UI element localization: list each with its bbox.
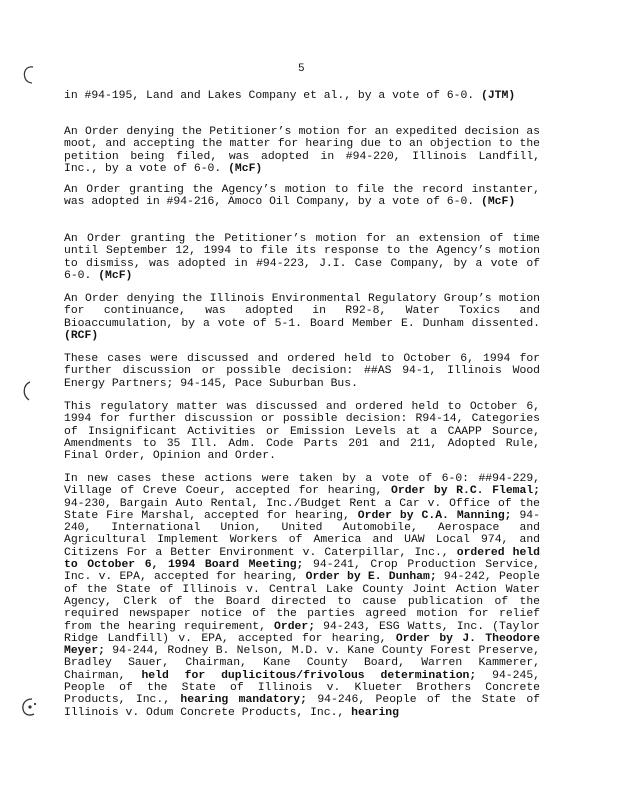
paragraph-new-cases — [64, 473, 540, 719]
paragraph-text: 94-241, Crop Production Service, Inc. v. EPA, accepted for hearing, — [64, 559, 540, 584]
paragraph-cases-held — [64, 353, 540, 390]
order-designation: ordered held to October 6, 1994 Board Meeting; — [64, 546, 541, 572]
punch-hole-mark-top — [20, 64, 36, 86]
order-designation: Order; — [274, 620, 316, 633]
order-designation: Order by R.C. Flemal; — [391, 485, 540, 498]
page-number: 5 — [298, 63, 305, 75]
paragraph-text: An Order denying the Petitioner’s motion for an expedited decision as moot, and accepting the matter for hearing due to an objection to the petition being filed, was adopted in #94-220, Illinois Landfill, Inc., by a vote of 6-0. — [64, 126, 540, 175]
paragraph-text: An Order denying the Illinois Environmental Regulatory Group’s motion for continuance, was adopted in R92-8, Water Toxics and Bioaccumulation, by a vote of 5-1. Board Member E. Dunham dissented. — [64, 293, 540, 330]
paragraph-text: 94-242, People of the State of Illinois v. Central Lake County Joint Action Water Agency, Clerk of the Board directed to cause publication of the required newspaper notice of the parties agreed motion for relief from the hearing requirement, — [64, 571, 540, 633]
paragraph-text: This regulatory matter was discussed and ordered held to October 6, 1994 for further discussion or possible decision: R94-14, Categories of Insignificant Activities or Emission Levels at a CAAPP Source, Amendments to 35 Ill. Adm. Code Parts 201 and 211, Adopted Rule, Final Order, Opinion and Order. — [64, 401, 540, 463]
paragraph-continuation — [64, 90, 540, 102]
paragraph-order-continuance — [64, 293, 540, 342]
paragraph-text: 94-240, International Union, United Automobile, Aerospace and Agricultural Implement Workers of America and UAW Local 974, and Citizens For a Better Environment v. Caterpillar, Inc., — [64, 509, 540, 559]
member-initials: (McF) — [98, 269, 133, 282]
paragraph-order-record-instanter — [64, 184, 540, 209]
paragraph-text: 94-243, ESG Watts, Inc. (Taylor Ridge Landfill) v. EPA, accepted for hearing, — [64, 620, 540, 645]
paragraph-text: An Order granting the Agency’s motion to file the record instanter, was adopted in #94-216, Amoco Oil Company, by a vote of 6-0. — [64, 184, 540, 209]
paragraph-text: 94-244, Rodney B. Nelson, M.D. v. Kane County Forest Preserve, Bradley Sauer, Chairman, Kane County Board, Warren Kammerer, Chairman, — [64, 645, 540, 682]
paragraph-text: An Order granting the Petitioner’s motion for an extension of time until September 12, 1994 to file its response to the Agency’s motion to dismiss, was adopted in #94-223, J.I. Case Company, by a vote of 6-0. — [64, 233, 540, 282]
paragraph-text: 94-246, People of the State of Illinois v. Odum Concrete Products, Inc., — [64, 694, 540, 719]
paragraph-text: 94-245, People of the State of Illinois v. Klueter Brothers Concrete Products, Inc., — [64, 669, 540, 707]
order-designation: Order by E. Dunham; — [305, 571, 437, 584]
member-initials: (JTM) — [480, 90, 516, 102]
punch-hole-mark-bottom — [18, 696, 40, 718]
order-designation: Order by C.A. Manning; — [357, 509, 512, 522]
member-initials: (McF) — [480, 196, 516, 209]
paragraph-regulatory-matter — [64, 401, 540, 462]
order-designation: held for duplicitous/frivolous determination; — [141, 669, 477, 682]
member-initials: (RCF) — [64, 329, 99, 342]
member-initials: (McF) — [228, 162, 263, 175]
paragraph-order-extension — [64, 233, 540, 282]
order-designation: hearing mandatory; — [180, 694, 307, 707]
paragraph-order-expedited-decision — [64, 126, 540, 175]
punch-hole-mark-middle — [18, 380, 34, 402]
order-designation: hearing — [351, 706, 399, 719]
paragraph-text: These cases were discussed and ordered held to October 6, 1994 for further discussion or possible decision: ##AS 94-1, Illinois Wood Energy Partners; 94-145, Pace Suburban Bus. — [64, 353, 540, 390]
paragraph-text: 94-230, Bargain Auto Rental, Inc./Budget Rent a Car v. Office of the State Fire Marshal, accepted for hearing, — [64, 497, 540, 522]
order-designation: Order by J. Theodore Meyer; — [64, 632, 540, 658]
paragraph-text: in #94-195, Land and Lakes Company et al., by a vote of 6-0. — [64, 90, 475, 102]
paragraph-text: In new cases these actions were taken by a vote of 6-0: ##94-229, Village of Creve Coeur, accepted for hearing, — [64, 473, 540, 498]
